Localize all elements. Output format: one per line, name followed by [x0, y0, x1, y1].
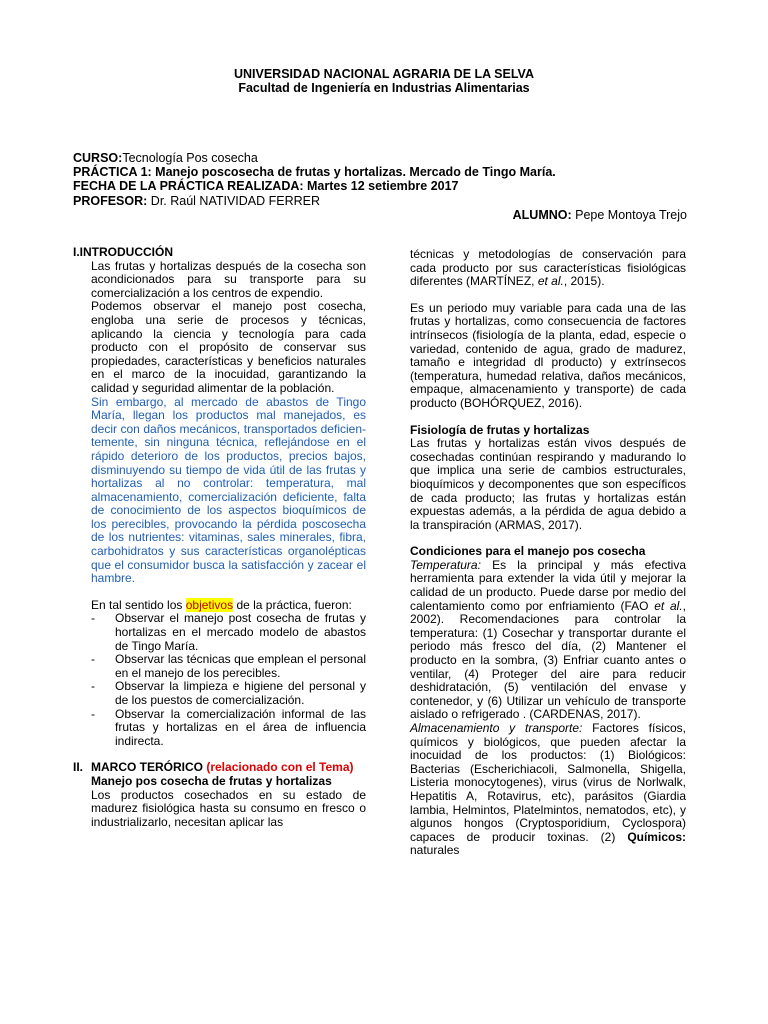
objectives-intro	[73, 599, 366, 613]
intro-paragraph-3: Sin embargo, al mercado de abastos de Tingo María, llegan los productos mal manejados, es decir con daños mecánicos, transportados deficien- temente, sin ninguna técnica, reflejándose en el rápido deterioro de los productos, precios bajos, disminuyendo su tiempo de vida útil de las frutas y hortalizas al no controlar: temperatura, mal almacenamiento, comercialización deficiente, falta de conocimiento de los aspectos bioquímicos de los perecibles, provocando la pérdida poscosecha de los nutrientes: vitaminas, sales minerales, fibra, carbohidratos y sus características organolépticas que el consumidor busca la satisfacción y zacear el hambre.	[91, 394, 366, 586]
practice-metadata	[73, 151, 693, 222]
objectives-intro-text: En tal sentido los	[91, 597, 186, 612]
objectives-list	[73, 612, 366, 748]
temperatura-text: Es la principal y más efectiva herramienta para extender la vida útil y mejorar la calidad de un producto. Puede darse por medio del calentamiento como por enfriamiento (FAO	[410, 557, 686, 613]
document-header	[0, 67, 768, 95]
right-paragraph-2: Es un periodo muy variable para cada una de las frutas y hortalizas, como consecuencia de factores intrínsecos (fisiología de la planta, edad, especie o variedad, contenido de agua, grado de madurez, tamaño e integridad dl producto) y extrínsecos (temperatura, humedad relativa, daños mecánicos, empaque, almacenamiento y transporte) de cada producto (BOHÓRQUEZ, 2016).	[410, 300, 686, 410]
section-2-title-wrap	[91, 761, 366, 775]
alumno-value: Pepe Montoya Trejo	[571, 207, 687, 222]
temperatura-paragraph	[410, 559, 686, 722]
curso-label: CURSO:	[73, 151, 123, 165]
almacenamiento-paragraph	[410, 722, 686, 858]
fisiologia-paragraph: Las frutas y hortalizas están vivos después de cosechadas continúan respirando y madurando lo que implica una serie de cambios estructurales, bioquímicos y decomponentes que son específicos de cada producto; las frutas y hortalizas están expuestas además, a la pérdida de agua debido a la transpiración (ARMAS, 2017).	[410, 436, 686, 532]
right-column	[410, 248, 686, 858]
temperatura-italic: et al.	[654, 598, 683, 613]
intro-paragraph-1: Las frutas y hortalizas después de la cosecha son acondicionados para su transporte para su comercialización a los centros de expendio.	[91, 258, 366, 300]
quimicos-label: Químicos:	[627, 829, 686, 844]
almacenamiento-label: Almacenamiento y transporte:	[410, 721, 583, 735]
fecha-line: FECHA DE LA PRÁCTICA REALIZADA: Martes 12 setiembre 2017	[73, 179, 459, 194]
subheading-manejo: Manejo pos cosecha de frutas y hortalizas	[91, 773, 332, 788]
objective-item: - Observar la comercialización informal de las frutas y hortalizas en el área de influencia indirecta.	[73, 708, 366, 749]
alumno-label: ALUMNO:	[512, 207, 572, 222]
profesor-label: PROFESOR:	[73, 193, 148, 208]
practica-label: PRÁCTICA 1	[73, 165, 148, 180]
almacenamiento-text-2: naturales	[410, 843, 460, 858]
fisiologia-heading: Fisiología de frutas y hortalizas	[410, 422, 590, 437]
almacenamiento-text: Factores físicos, químicos y biológicos, que pueden afectar la inocuidad de los productos: (1) Biológicos: Bacterias (Escherichiacoli, Salmonella, Shigella, Listeria monocytogenes), virus (virus de Norlwalk, Hepatitis A, Rotavirus, etc), parásitos (Giardia lambia, Helmintos, Platelmintos, nematodos, etc), y algunos hongos (Cryptosporidium, Cyclospora) capaces de producir toxinas. (2)	[410, 721, 686, 844]
temperatura-text-2: , 2002). Recomendaciones para controlar la temperatura: (1) Cosechar y transportar durante el periodo más fresco del día, (2) Mantener el producto en la sombra, (3) Enfriar cuanto antes o ventilar, (4) Proteger del aire para reducir deshidratación, (5) ventilación del envase y contenedor, y (6) Utilizar un vehículo de transporte aislado o refrigerado . (CARDENAS, 2017).	[410, 598, 686, 722]
objectives-highlight: objetivos	[185, 597, 234, 612]
left-column	[73, 246, 366, 829]
section-2-heading	[73, 761, 366, 775]
objective-item: - Observar el manejo post cosecha de frutas y hortalizas en el mercado modelo de abastos de Tingo María.	[73, 612, 366, 653]
intro-paragraph-2: Podemos observar el manejo post cosecha, engloba una serie de procesos y técnicas, aplicando la ciencia y tecnología para cada producto con el propósito de conservar sus propiedades, características y beneficios naturales en el marco de la inocuidad, garantizando la calidad y seguridad alimentar de la población.	[91, 299, 366, 395]
profesor-value: Dr. Raúl NATIVIDAD FERRER	[147, 193, 321, 208]
practica-value: : Manejo poscosecha de frutas y hortalizas. Mercado de Tingo María.	[147, 165, 556, 180]
right-p1-text: técnicas y metodologías de conservación para cada producto por sus características fisiológicas diferentes (MARTÍNEZ,	[410, 247, 686, 289]
section-2-title: MARCO TERÓRICO	[91, 760, 207, 775]
right-paragraph-1	[410, 248, 686, 289]
alumno-line	[73, 208, 693, 222]
intro-heading: I.INTRODUCCIÓN	[73, 245, 173, 259]
temperatura-label: Temperatura:	[410, 557, 481, 572]
right-p1-italic: et al.	[537, 274, 564, 289]
objective-item: - Observar la limpieza e higiene del personal y de los puestos de comercialización.	[73, 680, 366, 707]
faculty-name: Facultad de Ingeniería en Industrias Alimentarias	[238, 81, 530, 95]
curso-line	[73, 151, 693, 165]
profesor-line	[73, 194, 693, 208]
right-p1-text-2: , 2015).	[563, 274, 605, 289]
university-name: UNIVERSIDAD NACIONAL AGRARIA DE LA SELVA	[233, 67, 534, 81]
curso-value: Tecnología Pos cosecha	[122, 151, 258, 165]
practica-line	[73, 165, 693, 179]
manejo-paragraph: Los productos cosechados en su estado de madurez fisiológica hasta su consumo en fresco o industrializarlo, necesitan aplicar las	[91, 787, 366, 829]
section-2-number: II.	[73, 760, 84, 775]
objective-item: - Observar las técnicas que emplean el personal en el manejo de los perecibles.	[73, 653, 366, 680]
section-2-note: (relacionado con el Tema)	[206, 760, 354, 775]
objectives-intro-text-2: de la práctica, fueron:	[233, 597, 352, 612]
condiciones-heading: Condiciones para el manejo pos cosecha	[410, 544, 646, 559]
